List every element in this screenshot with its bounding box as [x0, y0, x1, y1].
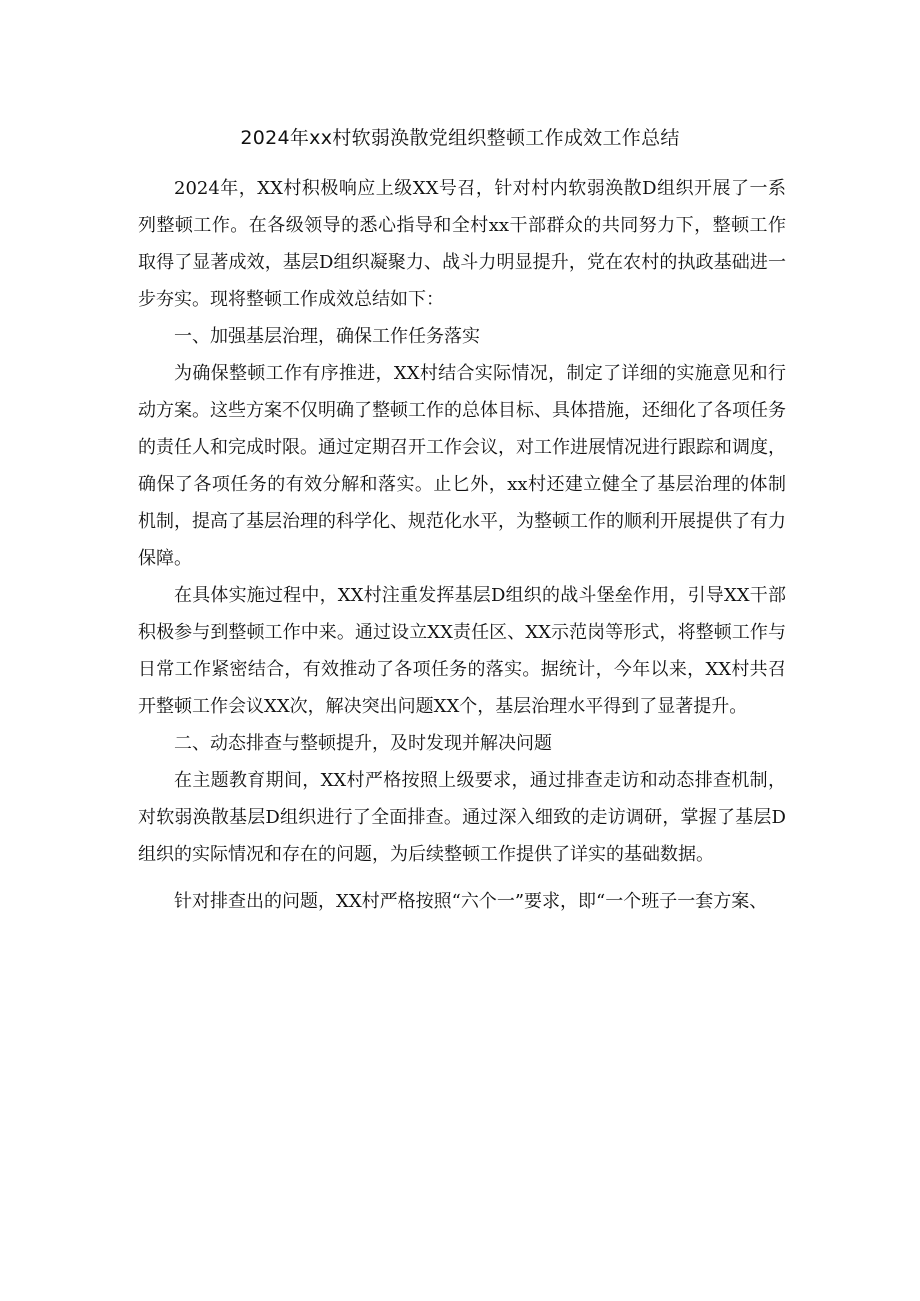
section-1-paragraph-1: 为确保整顿工作有序推进，XX村结合实际情况，制定了详细的实施意见和行动方案。这些方案不仅明确了整顿工作的总体目标、具体措施，还细化了各项任务的责任人和完成时限。通过定期召开工作会议，对工作进展情况进行跟踪和调度，确保了各项任务的有效分解和落实。止匕外，xx村还建立健全了基层治理的体制机制，提高了基层治理的科学化、规范化水平，为整顿工作的顺利开展提供了有力保障。 [138, 363, 786, 569]
document-title: 2024年xx村软弱涣散党组织整顿工作成效工作总结 [240, 127, 680, 149]
section-1-paragraph-2: 在具体实施过程中，XX村注重发挥基层D组织的战斗堡垒作用，引导XX干部积极参与到整顿工作中来。通过设立XX责任区、XX示范岗等形式，将整顿工作与日常工作紧密结合，有效推动了各项任务的落实。据统计，今年以来，XX村共召开整顿工作会议XX次，解决突出问题XX个，基层治理水平得到了显著提升。 [138, 585, 786, 717]
intro-paragraph: 2024年，XX村积极响应上级XX号召，针对村内软弱涣散D组织开展了一系列整顿工作。在各级领导的悉心指导和全村xx干部群众的共同努力下，整顿工作取得了显著成效，基层D组织凝聚力、战斗力明显提升，党在农村的执政基础进一步夯实。现将整顿工作成效总结如下： [138, 178, 786, 310]
document-body [138, 170, 786, 920]
section-2-paragraph-2: 针对排查出的问题，XX村严格按照“六个一”要求，即“一个班子一套方案、 [174, 891, 768, 912]
section-heading-1: 一、加强基层治理，确保工作任务落实 [174, 326, 480, 347]
section-heading-2: 二、动态排查与整顿提升，及时发现并解决问题 [174, 733, 552, 754]
section-2-paragraph-1: 在主题教育期间，XX村严格按照上级要求，通过排查走访和动态排查机制，对软弱涣散基层D组织进行了全面排查。通过深入细致的走访调研，掌握了基层D组织的实际情况和存在的问题，为后续整顿工作提供了详实的基础数据。 [138, 770, 786, 865]
